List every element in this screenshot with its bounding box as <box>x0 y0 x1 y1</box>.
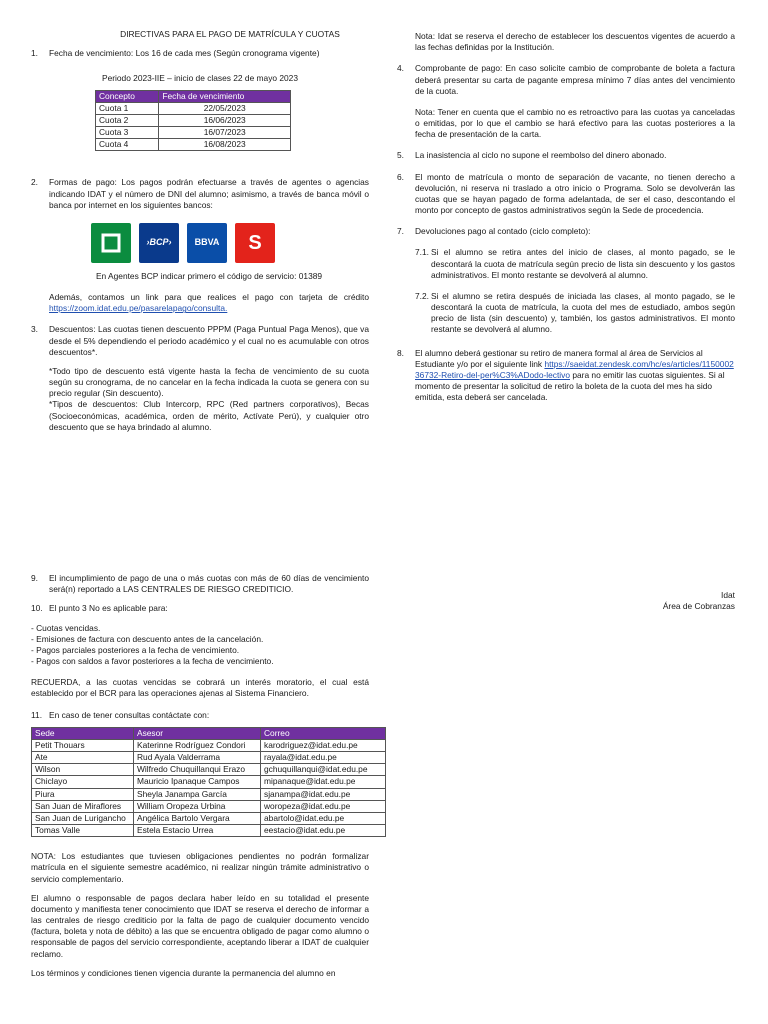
item-3: 3. Descuentos: Las cuotas tienen descuento PPPM (Paga Puntual Paga Menos), que va desde el 5% dependiendo el periodo académico y el cual no es acumulable con otros descuentos*. <box>31 324 369 357</box>
item-7-2: 7.2. Si el alumno se retira después de iniciada las clases, al monto pagado, se le descontará la cuota de matrícula, la cuota del mes de estudiado, ambos según precio de lista (sin descuento) y, también, los gastos administrativos. El monto restante se devolverá al alumno. <box>415 290 735 335</box>
contact-table <box>31 727 386 838</box>
table-row: Tomas Valle Estela Estacio Urrea eestacio@idat.edu.pe <box>32 825 386 837</box>
item-7-1: 7.1. Si el alumno se retira antes del inicio de clases, al monto pagado, se le descontará la cuota de matrícula según precio de lista sin descuento y los gastos administrativos. El monto restante se devolverá al alumno. <box>415 247 735 280</box>
nota-final: NOTA: Los estudiantes que tuviesen obligaciones pendientes no podrán formalizar matrícula en el siguiente semestre académico, ni realizar ningún trámite administrativo o servicio complementario. <box>31 851 369 884</box>
bcp-logo-icon: ›BCP› <box>139 223 179 263</box>
header-correo: Correo <box>261 727 386 739</box>
bbva-logo-icon: BBVA <box>187 223 227 263</box>
left-column-top <box>31 29 369 433</box>
item-7: 7. Devoluciones pago al contado (ciclo completo): <box>397 226 591 237</box>
table-row: Wilson Wilfredo Chuquillanqui Erazo gchuquillanqui@idat.edu.pe <box>32 764 386 776</box>
item-11: 11. En caso de tener consultas contáctate con: <box>31 709 210 720</box>
agentes-bcp-text: En Agentes BCP indicar primero el código de servicio: 01389 <box>95 270 323 281</box>
list-item: - Cuotas vencidas. <box>31 622 101 633</box>
signature-area: Área de Cobranzas <box>662 601 735 612</box>
table-row: Cuota 3 16/07/2023 <box>96 127 291 139</box>
table-row: Ate Rud Ayala Valderrama rayala@idat.edu.pe <box>32 752 386 764</box>
table-row: Petit Thouars Katerinne Rodríguez Condori karodriguez@idat.edu.pe <box>32 739 386 751</box>
table-row: San Juan de Lurigancho Angélica Bartolo Vergara abartolo@idat.edu.pe <box>32 812 386 824</box>
item-5: 5. La inasistencia al ciclo no supone el reembolso del dinero abonado. <box>397 150 667 161</box>
header-sede: Sede <box>32 727 134 739</box>
item-8: 8. El alumno deberá gestionar su retiro de manera formal al área de Servicios al Estudiante y/o por el siguiente link https://saeidat.zendesk.com/hc/es/articles/115000236732-Retiro-del-per%C3%ADodo-lectivo para no emitir las cuotas siguientes. Si al momento de presentar la solicitud de retiro la boleta de la cuota del mes ha sido emitida, esta deberá ser cancelada. <box>397 347 734 403</box>
table-row: Cuota 2 16/06/2023 <box>96 114 291 126</box>
declaracion-text: El alumno o responsable de pagos declara haber leído en su totalidad el presente documento y manifiesta tener conocimiento que IDAT se reserva el derecho de informar a las centrales de riesgo crediticio por la falta de pago de cualquier documento vencido (factura, boleta y nota de débito) a las que se encuentra obligado de pagar como alumno o responsable de pagos del servicio correspondiente, aceptando liberar a IDAT de cualquier reclamo. <box>31 892 369 959</box>
right-column <box>397 31 735 403</box>
scotiabank-logo-icon: S <box>235 223 275 263</box>
item-10-list <box>31 623 369 668</box>
list-item: - Pagos parciales posteriores a la fecha de vencimiento. <box>31 644 240 655</box>
interbank-logo-icon <box>91 223 131 263</box>
page-title: DIRECTIVAS PARA EL PAGO DE MATRÍCULA Y CUOTAS <box>120 29 340 39</box>
table-row: San Juan de Miraflores William Oropeza Urbina woropeza@idat.edu.pe <box>32 800 386 812</box>
list-item: - Pagos con saldos a favor posteriores a la fecha de vencimiento. <box>31 656 274 667</box>
nota-top: Nota: Idat se reserva el derecho de establecer los descuentos vigentes de acuerdo a las fechas definidas por la Institución. <box>415 31 735 53</box>
item-4-note: Nota: Tener en cuenta que el cambio no es retroactivo para las cuotas ya canceladas o emitidas, por lo que el cambio se hará efectivo para las cuotas posteriores a la fecha de presentación de la carta. <box>415 106 735 140</box>
item-9: 9. El incumplimiento de pago de una o más cuotas con más de 60 días de vencimiento será(n) reportado a LAS CENTRALES DE RIESGO CREDITICIO. <box>31 573 369 595</box>
header-asesor: Asesor <box>134 727 261 739</box>
period-label: Periodo 2023-IIE – inicio de clases 22 de mayo 2023 <box>101 73 298 84</box>
item-3-note-b: *Tipos de descuentos: Club Intercorp, RPC (Red partners corporativos), Becas (Socioeconómicas, académica, orden de mérito, Actívate Perú), y cualquier otro descuento que se haya brindado al alumno. <box>49 399 369 432</box>
signature-org: Idat <box>721 590 735 600</box>
recuerda-text: RECUERDA, a las cuotas vencidas se cobrará un interés moratorio, el cual está establecido por el BCR para las operaciones ajenas al Sistema Financiero. <box>31 677 369 699</box>
header-fecha: Fecha de vencimiento <box>159 90 291 102</box>
list-item: - Emisiones de factura con descuento antes de la cancelación. <box>31 633 264 644</box>
ademas-text: Además, contamos un link para que realices el pago con tarjeta de crédito https://zoom.idat.edu.pe/pasarelapago/consulta. <box>49 292 369 314</box>
table-row: Piura Sheyla Janampa García sjanampa@idat.edu.pe <box>32 788 386 800</box>
table-row: Cuota 4 16/08/2023 <box>96 139 291 151</box>
payment-link[interactable]: https://zoom.idat.edu.pe/pasarelapago/consulta. <box>49 303 228 314</box>
item-10: 10. El punto 3 No es aplicable para: <box>31 603 168 614</box>
signature-block <box>663 590 735 612</box>
item-4: 4. Comprobante de pago: En caso solicite cambio de comprobante de boleta a factura deberá presentar su carta de pagante empresa mínimo 7 días antes del vencimiento de la cuota. <box>397 63 735 96</box>
table-row: Cuota 1 22/05/2023 <box>96 102 291 114</box>
item-2: 2. Formas de pago: Los pagos podrán efectuarse a través de agentes o agencias indicando IDAT y el número de DNI del alumno; asimismo, a través de banca móvil o banca por internet en los siguientes bancos: <box>31 177 369 210</box>
bank-logos <box>91 223 369 263</box>
table-row: Chiclayo Mauricio Ipanaque Campos mipanaque@idat.edu.pe <box>32 776 386 788</box>
retiro-link[interactable]: https://saeidat.zendesk.com/hc/es/articles/115000236732-Retiro-del-per%C3%ADodo-lectivo <box>415 358 734 380</box>
header-concepto: Concepto <box>96 90 159 102</box>
left-column-bottom <box>31 573 369 979</box>
cuotas-table <box>95 90 291 152</box>
item-1: 1. Fecha de vencimiento: Los 16 de cada mes (Según cronograma vigente) <box>31 48 320 59</box>
item-6: 6. El monto de matrícula o monto de separación de vacante, no tienen derecho a devolución, ni reserva ni traslado a otro inicio o Programa. Solo se devolverán las cuotas que se hayan pagado de forma adelantada, de ser el caso, descontando el monto por concepto de gastos administrativos según la Sede de procedencia. <box>397 171 735 216</box>
item-3-note-a: *Todo tipo de descuento está vigente hasta la fecha de vencimiento de su cuota según su cronograma, de no cancelar en la fecha indicada la cuota se genera con su precio regular (Sin descuento). <box>49 365 369 399</box>
terminos-text: Los términos y condiciones tienen vigencia durante la permanencia del alumno en <box>31 967 336 978</box>
